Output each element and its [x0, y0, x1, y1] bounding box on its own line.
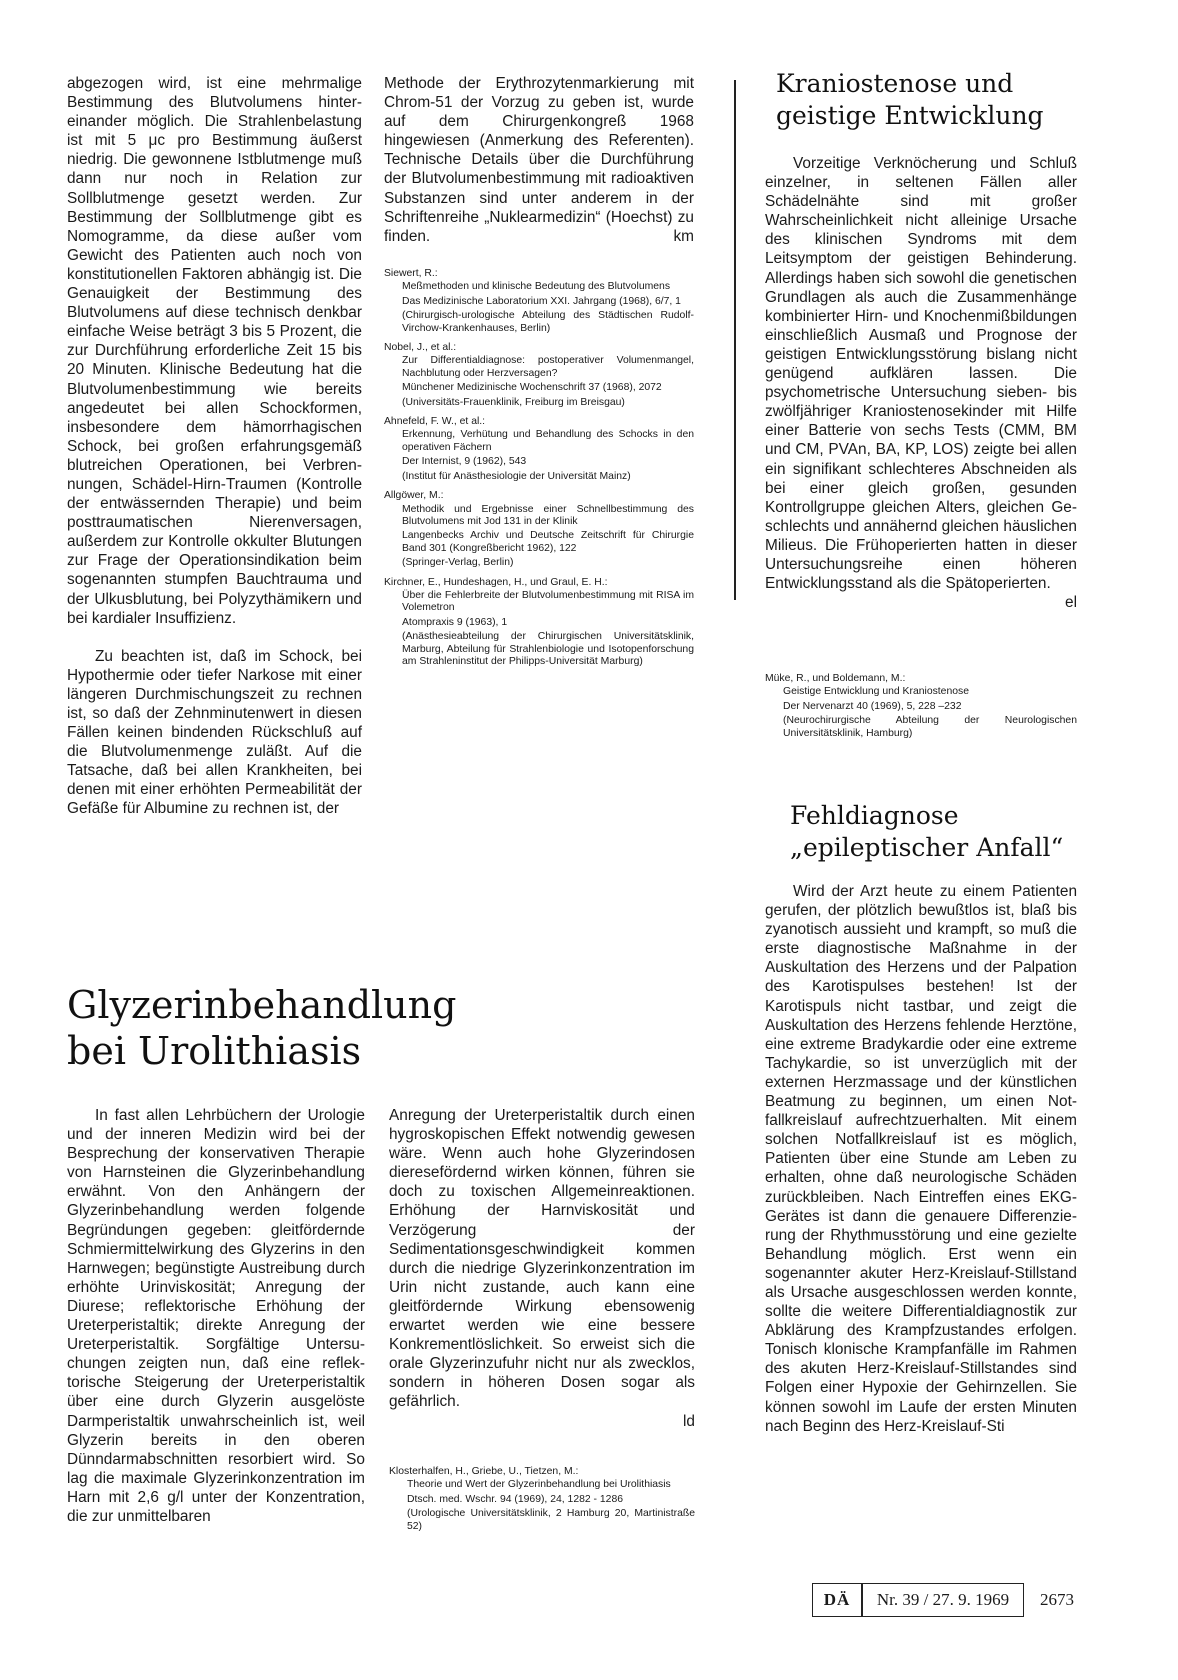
reference-line: Zur Differentialdiagnose: postoperativer Volumenmangel, Nachblutung oder Herzversagen?: [402, 355, 694, 379]
reference-line: (Urologische Universitätsklinik, 2 Hamburg 20, Martinistraße 52): [407, 1508, 695, 1532]
reference-author: Kirchner, E., Hundeshagen, H., und Graul, E. H.:: [384, 576, 608, 588]
reference-line: (Anästhesieabteilung der Chirurgischen Universitätsklinik, Marburg, Abteilung für Strahlenbiologie und Isotopenforschung am Strahleninstitut der Philipps-Universität Marburg): [402, 631, 694, 667]
glyzerin-title-line2: bei Urolithiasis: [67, 1029, 362, 1073]
journal-brand-box: [812, 1583, 862, 1617]
reference-author: Müke, R., und Boldemann, M.:: [765, 673, 906, 684]
author-signature: el: [1065, 594, 1077, 612]
reference-line: Münchener Medizinische Wochenschrift 37 (1968), 2072: [402, 382, 662, 394]
reference-line: Über die Fehlerbreite der Blutvolumenbestimmung mit RISA im Volemetron: [402, 589, 694, 614]
paragraph: Vorzeitige Verknöcherung und Schluß einzelner, in seltenen Fällen aller Schädelnähte sind mit großer Wahrscheinlichkeit nicht alleinige Ursache des klinischen Syndroms mit dem Leitsymptom der geistigen Behinderung. Allerdings haben sich sowohl die genetischen Grundlagen als auch die Zusammenhänge kombinierter Hirn- und Knochenmißbildungen einschließlich Ausmaß und Prognose der geistigen Entwicklungsstörung bislang nicht genügend aufklären lassen. Die psychometrische Untersuchung sieben- bis zwölfjähriger Kraniostenosekinder mit Hilfe einer Batterie von sechs Tests (CMM, BM und CM, PVAn, BA, KP, LOS) zeigte bei allen ein signifikant schlechteres Abschneiden als bei einer gleich großen, gesunden Kontrollgruppe gleichen Alters, gleichen Geschlechts und annähernd gleichen häuslichen Milieus. Die Frühoperierten hatten in dieser Untersuchungsreihe einen höheren Entwicklungsstand als die Spätoperierten.: [765, 155, 1077, 593]
reference-line: Der Internist, 9 (1962), 543: [402, 456, 527, 468]
reference-author: Siewert, R.:: [384, 268, 438, 279]
paragraph: Anregung der Ureterperistaltik durch einen hygroskopischen Effekt notwendig gewesen wäre. Wenn auch hohe Glyzerindosen dieresefördernd wirken können, führen sie doch zu toxischen Allgemeinreaktionen. Erhöhung der Harnviskosität und Verzögerung der Sedimentationsgeschwindigkeit kommen durch die niedrige Glyzerinkonzentration im Urin nicht zustande, auch kann eine gleitfördernde Wirkung ebensowenig erwartet werden wie eine bessere Konkrementlöslichkeit. So erweist sich die orale Glyzerinzufuhr nicht nur als zwecklos, sondern in höheren Dosen sogar als gefährlich.: [389, 1107, 695, 1411]
reference-line: Das Medizinische Laboratorium XXI. Jahrgang (1968), 6/7, 1: [402, 295, 681, 307]
reference-line: Theorie und Wert der Glyzerinbehandlung bei Urolithiasis: [407, 1479, 671, 1491]
reference-line: Der Nervenarzt 40 (1969), 5, 228 –232: [783, 700, 962, 712]
kranio-title: Kraniostenose und geistige Entwicklung: [776, 69, 1044, 130]
reference-line: Dtsch. med. Wschr. 94 (1969), 24, 1282 - 1286: [407, 1493, 624, 1505]
reference-entry: [765, 673, 1077, 740]
reference-entry: [389, 1466, 695, 1533]
reference-line: Erkennung, Verhütung und Behandlung des Schocks in den operativen Fächern: [402, 429, 694, 453]
references-kranio: [765, 673, 1077, 747]
references-glyzerin: [389, 1466, 695, 1540]
fehl-body: [765, 882, 1077, 1436]
glyzerin-title-line1: Glyzerinbehandlung: [67, 983, 457, 1027]
author-signature: ld: [683, 1412, 695, 1430]
issue-box: [862, 1583, 1024, 1617]
journal-brand: DÄ: [823, 1590, 851, 1609]
fehl-title-line1: Fehldiagnose: [790, 801, 959, 830]
references-blutvolumen: [384, 268, 694, 675]
reference-author: Klosterhalfen, H., Griebe, U., Tietzen, M.:: [389, 1466, 579, 1477]
paragraph-text: Methode der Erythrozytenmarkierung mit Chrom-51 der Vorzug zu geben ist, wurde auf dem Chirurgenkongreß 1968 hingewiesen (Anmerkung des Referenten). Technische Details über die Durchführung der Blutvolumenbestimmung mit radioaktiven Substanzen sind unter anderem in der Schriftenreihe „Nuklearmedizin“ (Hoechst) zu finden.: [384, 75, 694, 245]
reference-entry: [384, 416, 694, 483]
kranio-body: [765, 154, 1077, 612]
issue-label: Nr. 39 / 27. 9. 1969: [876, 1590, 1010, 1609]
paragraph: In fast allen Lehrbüchern der Urologie und der inneren Medizin wird bei der Besprechung der konservativen Therapie von Harnsteinen die Glyzerinbehandlung erwähnt. Von den Anhängern der Glyzerinbehandlung werden folgende Begründungen gegeben: gleitfördernde Schmiermittelwirkung des Glyzerins in den Harnwegen; begünstigte Austreibung durch erhöhte Urinviskosität; Anregung der Diurese; reflektorische Erhöhung der Ureterperistaltik; direkte Anregung der Ureterperistaltik. Sorgfältige Untersuchungen zeigten nun, daß eine reflektorische Steigerung der Ureterperistaltik über eine durch Glyzerin ausgelöste Darmperistaltik unwahrscheinlich ist, weil Glyzerin bereits in den oberen Dünndarmabschnitten resorbiert wird. So lag die maximale Glyzerinkonzentration im Harn mit 2,6 g/l unter der Konzentration, die zur unmittelbaren: [67, 1107, 365, 1525]
paragraph: [384, 74, 694, 246]
glyzerin-col1: [67, 1106, 365, 1526]
col2-top-text: [384, 74, 694, 246]
author-signature: km: [673, 227, 694, 245]
reference-entry: [384, 490, 694, 569]
reference-author: Ahnefeld, F. W., et al.:: [384, 416, 486, 428]
col1-top-text: [67, 74, 362, 819]
reference-line: (Springer-Verlag, Berlin): [402, 557, 514, 569]
paragraph: Wird der Arzt heute zu einem Patienten gerufen, der plötzlich bewußtlos ist, blaß bis zyanotisch aussieht und krampft, so muß die erste diagnostische Maßnahme in der Auskultation des Herzens und der Palpation des Karotispulses bestehen! Ist der Karotispuls nicht tastbar, und zeigt die Auskultation des Herzens fehlende Herztöne, eine extreme Bradykardie oder eine extreme Tachykardie, so ist unverzüglich mit der externen Herzmassage und der künstlichen Beatmung zu beginnen, um einen Notfallkreislauf aufrechtzuerhalten. Mit einem solchen Notfallkreislauf ist es möglich, Patienten über eine Stunde am Leben zu erhalten, ohne daß neurologische Schäden zurückbleiben. Nach Eintreffen eines EKG-Gerätes ist dann die genauere Differenzierung der Rhythmusstörung und eine gezielte Behandlung möglich. Erst wenn ein sogenannter akuter Herz-Kreislauf-Stillstand als Ursache ausgeschlossen werden konnte, sollte die weitere Differentialdiagnostik zur Abklärung des Krampfzustandes erfolgen. Tonisch klonische Krampfanfälle im Rahmen des akuten Herz-Kreislauf-Stillstandes sind Folgen einer Hypoxie der Gehirnzellen. Sie können sowohl im Laufe der ersten Minuten nach Beginn des Herz-Kreislauf-Sti: [765, 883, 1077, 1435]
glyzerin-col2: [389, 1106, 695, 1431]
reference-line: Geistige Entwicklung und Kraniostenose: [783, 686, 969, 698]
reference-entry: [384, 342, 694, 409]
reference-author: Nobel, J., et al.:: [384, 342, 457, 354]
reference-line: Langenbecks Archiv und Deutsche Zeitschrift für Chirurgie Band 301 (Kongreßbericht 1962), 122: [402, 530, 694, 554]
fehl-title: [790, 800, 1080, 864]
reference-line: (Neurochirurgische Abteilung der Neurologischen Universitätsklinik, Hamburg): [783, 715, 1077, 739]
reference-line: (Chirurgisch-urologische Abteilung des Städtischen Rudolf-Virchow-Krankenhauses, Berlin): [402, 310, 694, 334]
reference-line: (Universitäts-Frauenklinik, Freiburg im Breisgau): [402, 396, 625, 408]
reference-entry: [384, 577, 694, 669]
fehl-title-line2: „epileptischer Anfall“: [790, 833, 1064, 862]
page-number: 2673: [1040, 1590, 1074, 1609]
paragraph: Zu beachten ist, daß im Schock, bei Hypothermie oder tiefer Narkose mit einer längeren Durchmischungszeit zu rechnen ist, so daß der Zehnminutenwert in diesen Fällen keinen bindenden Rückschluß auf die Blutvolumenmenge zuläßt. Auf die Tatsache, daß bei allen Krankheiten, bei denen mit einer erhöhten Permeabilität der Gefäße für Albumine zu rechnen ist, der: [67, 647, 362, 818]
reference-line: Atompraxis 9 (1963), 1: [402, 616, 508, 628]
reference-line: Methodik und Ergebnisse einer Schnellbestimmung des Blutvolumens mit Jod 131 in der Klinik: [402, 503, 694, 527]
glyzerin-title: [67, 982, 687, 1074]
column-divider-rule: [734, 80, 736, 600]
reference-line: (Institut für Anästhesiologie der Universität Mainz): [402, 470, 631, 482]
reference-author: Allgöwer, M.:: [384, 490, 444, 502]
paragraph: abgezogen wird, ist eine mehrmalige Bestimmung des Blutvolumens hintereinander möglich. Die Strahlenbelastung ist mit 5 μc pro Bestimmung äußerst niedrig. Die gewonnene Istblutmenge muß dann nur noch in Relation zur Sollblutmenge gesetzt werden. Zur Bestimmung der Sollblutmenge gibt es Nomogramme, da diese außer vom Gewicht des Patienten auch noch von konstitutionellen Faktoren abhängig ist. Die Genauigkeit der Bestimmung des Blutvolumens auf diese technisch denkbar einfache Weise beträgt 3 bis 5 Prozent, die zur Durchführung erforderliche Zeit 15 bis 20 Minuten. Klinische Bedeutung hat die Blutvolumenbestimmung wie bereits angedeutet bei allen Schockformen, insbesondere dem hämorrhagischen Schock, bei großen erfahrungsgemäß blutreichen Operationen, bei Verbrennungen, Schädel-Hirn-Traumen (Kontrolle der entwässernden Therapie) und beim posttraumatischen Nierenversagen, außerdem zur Kontrolle okkulter Blutungen zur Frage der Operationsindikation beim sogenannten stumpfen Bauchtrauma und der Ulkusblutung, bei Polyzythämikern und bei kardialer Insuffizienz.: [67, 75, 362, 627]
reference-line: Meßmethoden und klinische Bedeutung des Blutvolumens: [402, 281, 671, 293]
reference-entry: [384, 268, 694, 335]
